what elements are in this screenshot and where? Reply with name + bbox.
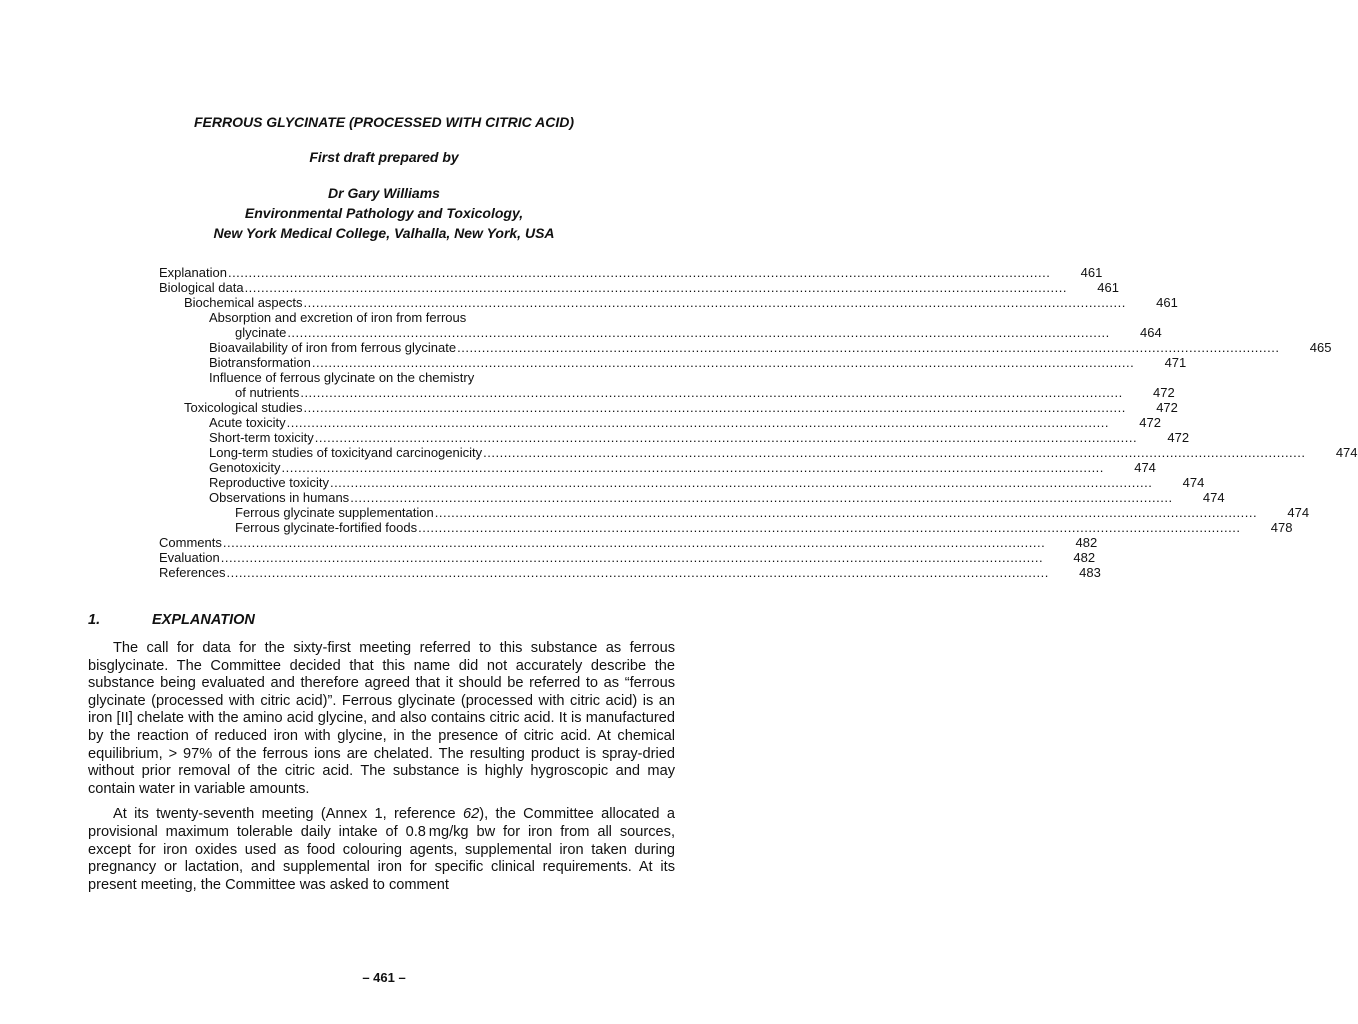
toc-entry-page: 474	[1134, 460, 1156, 475]
toc-entry-page: 472	[1153, 385, 1175, 400]
toc-entry-page: 474	[1182, 475, 1205, 490]
toc-entry-title: Biotransformation	[209, 355, 311, 370]
paragraph	[88, 806, 675, 894]
author-block	[0, 183, 768, 243]
toc-entry-title: Long-term studies of toxicityand carcinogenicity	[209, 445, 483, 460]
toc-entry	[159, 325, 1162, 340]
toc-entry	[159, 280, 1119, 295]
toc-entry	[159, 565, 1101, 580]
toc-entry	[159, 310, 603, 325]
toc-leader-dots: ........................................................................................................................................................................................................	[220, 550, 1044, 565]
toc-entry-page: 472	[1156, 400, 1178, 415]
page-number: – 461 –	[362, 970, 406, 985]
toc-leader-dots: ........................................................................................................................................................................................................	[303, 295, 1126, 310]
toc-entry-title: References	[159, 565, 226, 580]
toc-leader-dots: ........................................................................................................................................................................................................	[281, 460, 1104, 475]
toc-entry	[159, 550, 1096, 565]
toc-entry-title: Influence of ferrous glycinate on the chemistry	[209, 370, 475, 385]
toc-entry	[159, 385, 1175, 400]
toc-leader-dots: ........................................................................................................................................................................................................	[244, 280, 1067, 295]
toc-entry-title: Evaluation	[159, 550, 220, 565]
section-number: 1.	[88, 612, 101, 628]
document-title: FERROUS GLYCINATE (PROCESSED WITH CITRIC ACID)	[193, 114, 575, 130]
toc-leader-dots: ........................................................................................................................................................................................................	[286, 415, 1109, 430]
toc-entry-page: 478	[1270, 520, 1293, 535]
toc-entry-page: 474	[1335, 445, 1358, 460]
toc-entry-title: Acute toxicity	[209, 415, 286, 430]
toc-entry-page: 461	[1156, 295, 1178, 310]
toc-entry	[159, 520, 1293, 535]
toc-leader-dots: ........................................................................................................................................................................................................	[311, 355, 1135, 370]
toc-entry	[159, 340, 1332, 355]
toc-entry-page: 482	[1073, 550, 1096, 565]
toc-entry-title: Bioavailability of iron from ferrous glycinate	[209, 340, 457, 355]
toc-leader-dots: ........................................................................................................................................................................................................	[226, 565, 1049, 580]
toc-entry-page: 474	[1202, 490, 1225, 505]
toc-leader-dots: ........................................................................................................................................................................................................	[350, 490, 1173, 505]
toc-leader-dots: ........................................................................................................................................................................................................	[457, 340, 1280, 355]
toc-entry	[159, 445, 1358, 460]
toc-entry-page: 482	[1075, 535, 1098, 550]
toc-leader-dots: ........................................................................................................................................................................................................	[227, 265, 1051, 280]
toc-entry	[159, 400, 1178, 415]
toc-entry-page: 464	[1139, 325, 1162, 340]
affiliation-line-2: New York Medical College, Valhalla, New York, USA	[213, 225, 555, 241]
toc-entry	[159, 475, 1205, 490]
toc-leader-dots: ........................................................................................................................................................................................................	[300, 385, 1123, 400]
paragraph-text: ), the Committee allocated a provisional maximum tolerable daily intake of 0.8 mg/kg bw for iron from all sources, except for iron oxides used as food colouring agents, supplemental iron taken during pregnancy or lactation, and supplemental iron for specific clinical requirements. At its present meeting, the Committee was asked to comment	[88, 806, 675, 893]
paragraph-text: At its twenty-seventh meeting (Annex 1, reference	[113, 806, 464, 823]
paragraph: The call for data for the sixty-first meeting referred to this substance as ferrous bisglycinate. The Committee decided that this name did not accurately describe the substance being evaluated and therefore agreed that it should be referred to as “ferrous glycinate (processed with citric acid)”. Ferrous glycinate (processed with citric acid) is an iron [II] chelate with the amino acid glycine, and also contains citric acid. It is manufactured by the reaction of reduced iron with glycine, in the presence of citric acid. At chemical equilibrium, > 97% of the ferrous ions are chelated. The resulting product is spray-dried without prior removal of the citric acid. The substance is highly hygroscopic and may contain water in variable amounts.	[88, 640, 675, 797]
toc-entry-title: Observations in humans	[209, 490, 350, 505]
toc-leader-dots: ........................................................................................................................................................................................................	[222, 535, 1046, 550]
toc-leader-dots: ........................................................................................................................................................................................................	[303, 400, 1126, 415]
toc-entry-title: glycinate	[235, 325, 287, 340]
toc-entry	[159, 490, 1225, 505]
toc-entry-title: Short-term toxicity	[209, 430, 314, 445]
toc-entry-title: Biochemical aspects	[184, 295, 303, 310]
toc-entry	[159, 460, 1156, 475]
toc-entry-page: 471	[1164, 355, 1187, 370]
reference-number: 62	[463, 806, 480, 823]
toc-entry-title: Absorption and excretion of iron from ferrous	[209, 310, 467, 325]
toc-entry	[159, 505, 1310, 520]
section-title: EXPLANATION	[152, 612, 255, 628]
toc-leader-dots: ........................................................................................................................................................................................................	[329, 475, 1153, 490]
toc-entry-page: 461	[1097, 280, 1119, 295]
toc-entry-title: Comments	[159, 535, 222, 550]
toc-entry	[159, 415, 1161, 430]
toc-entry-title: Toxicological studies	[184, 400, 303, 415]
toc-entry-page: 474	[1287, 505, 1310, 520]
affiliation-line-1: Environmental Pathology and Toxicology,	[244, 205, 524, 221]
toc-entry-page: 483	[1079, 565, 1101, 580]
toc-leader-dots: ........................................................................................................................................................................................................	[287, 325, 1110, 340]
author-name: Dr Gary Williams	[328, 185, 440, 201]
toc-entry	[159, 370, 603, 385]
draft-line: First draft prepared by	[309, 149, 459, 165]
toc-leader-dots: ........................................................................................................................................................................................................	[314, 430, 1138, 445]
toc-leader-dots: ........................................................................................................................................................................................................	[483, 445, 1306, 460]
toc-entry	[159, 355, 1187, 370]
toc-entry	[159, 535, 1098, 550]
body-text	[88, 640, 675, 902]
toc-entry-title: Reproductive toxicity	[209, 475, 329, 490]
toc-entry-page: 472	[1139, 415, 1161, 430]
section-heading	[88, 612, 255, 628]
table-of-contents	[159, 265, 1358, 580]
toc-entry-page: 472	[1167, 430, 1190, 445]
toc-entry-page: 465	[1309, 340, 1332, 355]
toc-entry-title: of nutrients	[235, 385, 300, 400]
toc-entry	[159, 430, 1190, 445]
toc-entry-title: Ferrous glycinate supplementation	[235, 505, 434, 520]
toc-entry-title: Ferrous glycinate-fortified foods	[235, 520, 418, 535]
toc-entry-title: Genotoxicity	[209, 460, 281, 475]
toc-entry	[159, 295, 1178, 310]
toc-entry	[159, 265, 1103, 280]
toc-entry-page: 461	[1080, 265, 1103, 280]
toc-entry-title: Biological data	[159, 280, 244, 295]
toc-leader-dots: ........................................................................................................................................................................................................	[418, 520, 1241, 535]
toc-entry-title: Explanation	[159, 265, 227, 280]
toc-leader-dots: ........................................................................................................................................................................................................	[434, 505, 1258, 520]
